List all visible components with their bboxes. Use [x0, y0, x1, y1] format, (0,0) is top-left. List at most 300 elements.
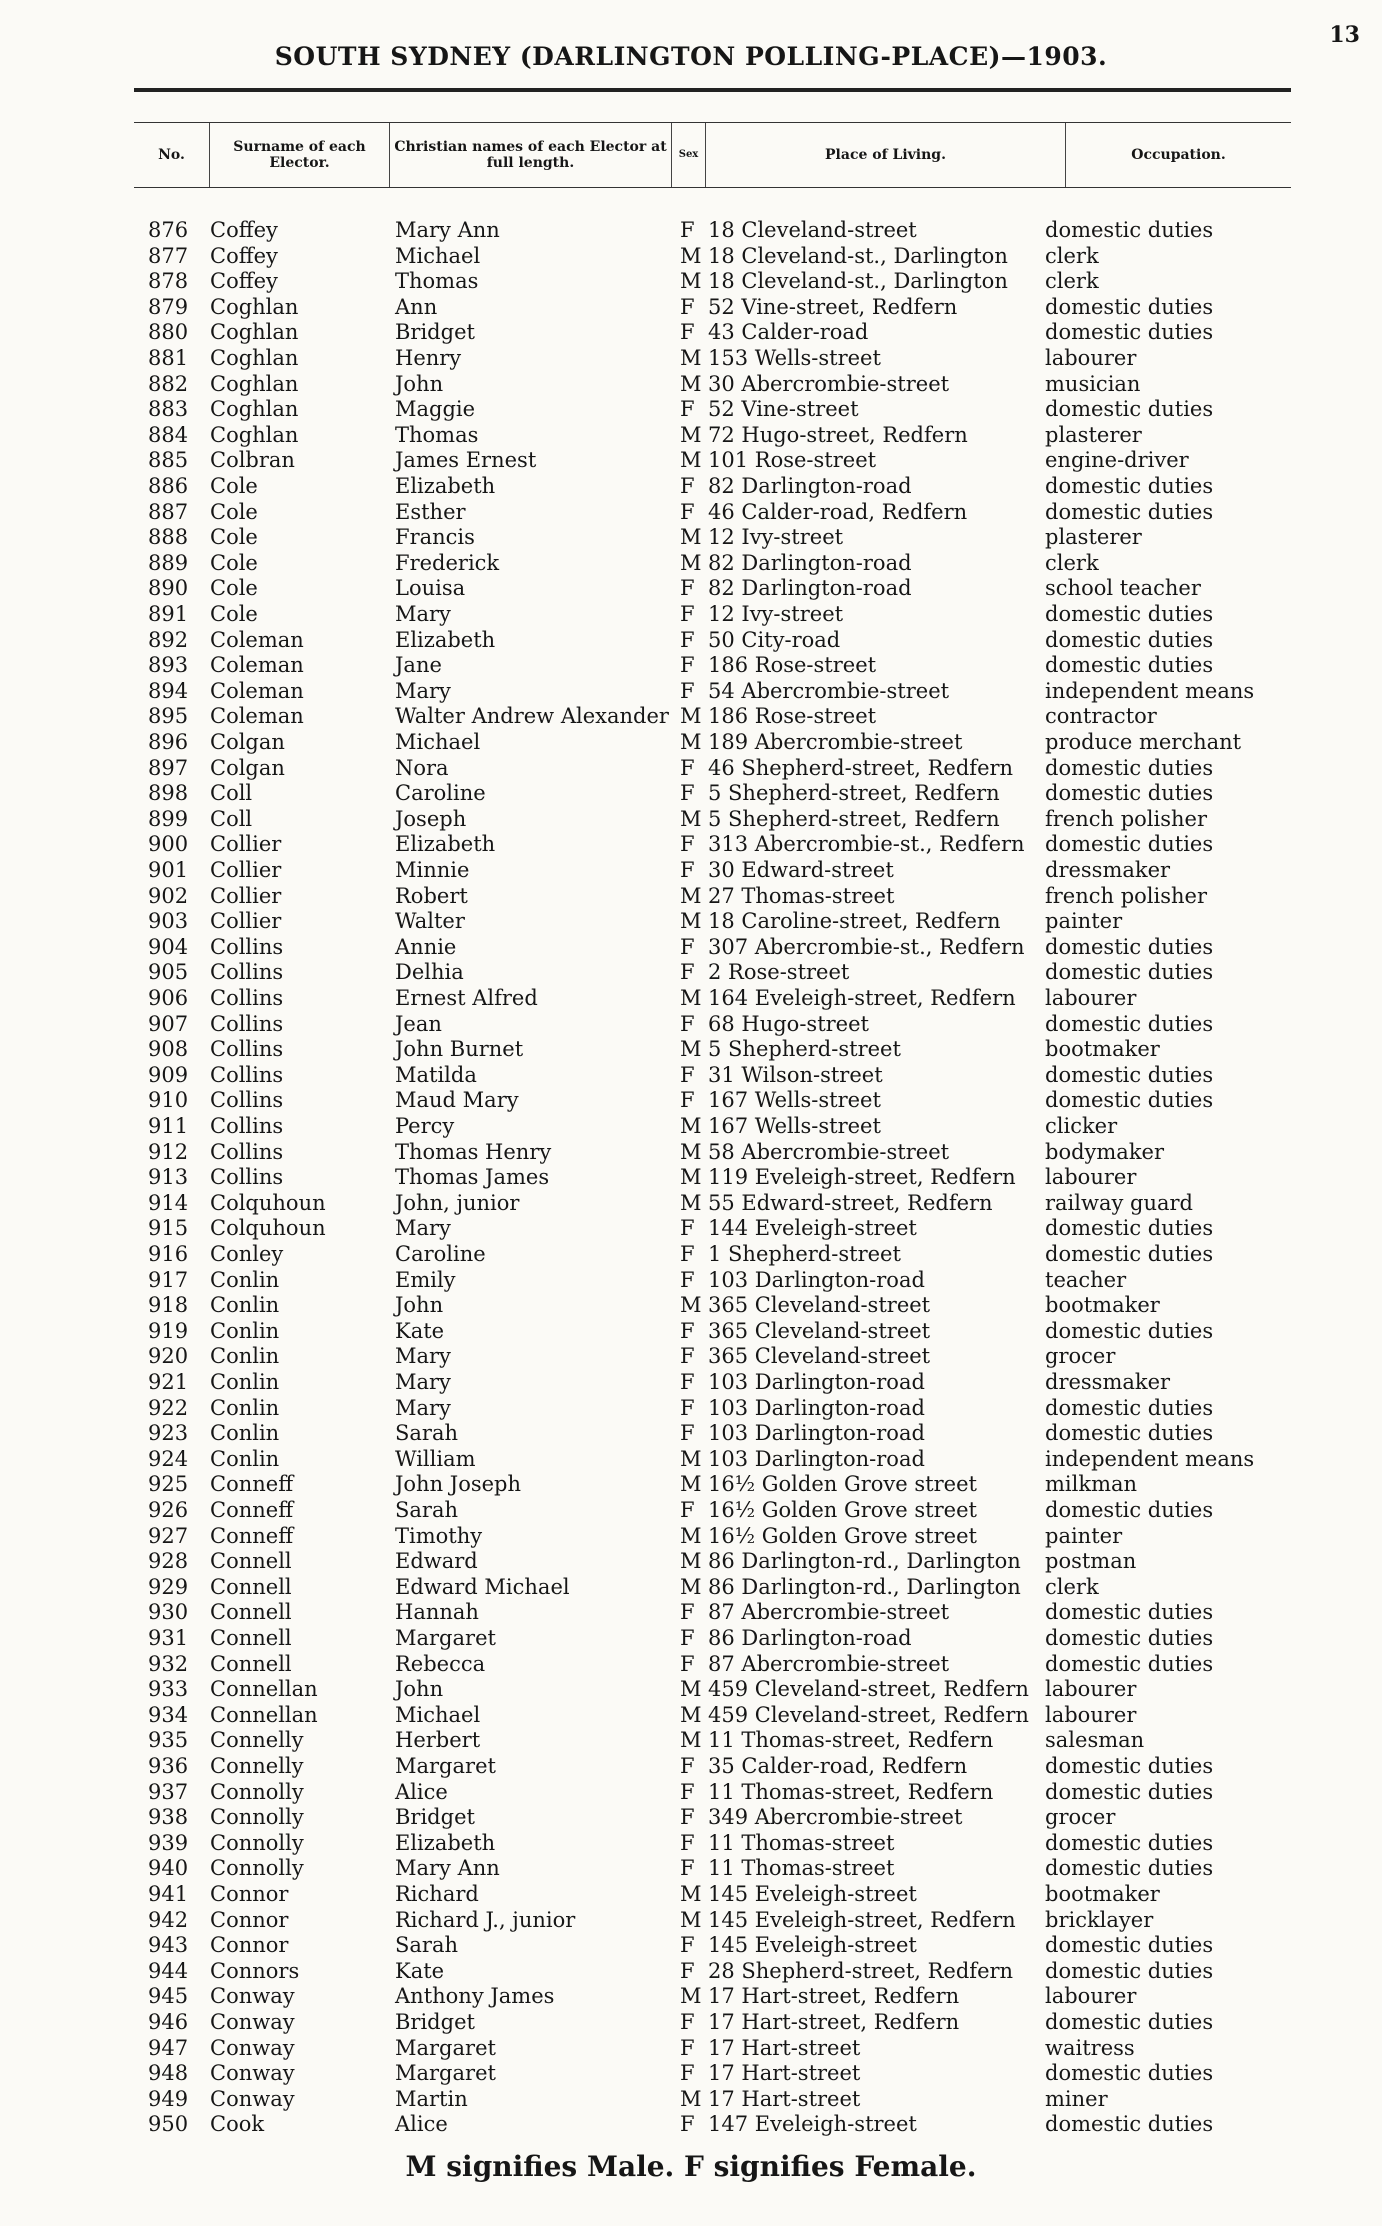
christian-names: Richard J., junior [395, 1907, 576, 1932]
christian-names: John [395, 371, 444, 396]
place-of-living: 16½ Golden Grove street [708, 1472, 977, 1497]
occupation: domestic duties [1045, 1779, 1214, 1804]
entry-number: 935 [148, 1728, 189, 1753]
surname: Coleman [210, 627, 304, 652]
christian-names: Kate [395, 1318, 445, 1343]
occupation: produce merchant [1045, 730, 1242, 754]
place-of-living: 68 Hugo-street [708, 1011, 869, 1036]
surname: Connell [210, 1549, 292, 1574]
table-row [0, 756, 1382, 781]
entry-number: 910 [148, 1088, 189, 1113]
surname: Conlin [210, 1318, 280, 1343]
christian-names: Nora [395, 755, 449, 780]
surname: Connellan [210, 1702, 318, 1727]
entry-number: 932 [148, 1651, 189, 1676]
occupation: domestic duties [1045, 653, 1214, 678]
sex: M [680, 1677, 702, 1702]
entry-number: 899 [148, 806, 189, 831]
table-row [0, 679, 1382, 704]
occupation: grocer [1045, 1805, 1116, 1830]
sex: F [680, 320, 695, 345]
christian-names: Thomas [395, 422, 479, 447]
surname: Collier [210, 909, 282, 934]
entry-number: 941 [148, 1882, 189, 1906]
table-row [0, 2036, 1382, 2061]
table-row [0, 1984, 1382, 2009]
place-of-living: 28 Shepherd-street, Redfern [708, 1958, 1014, 1983]
occupation: contractor [1045, 704, 1157, 729]
place-of-living: 87 Abercrombie-street [708, 1600, 950, 1625]
entry-number: 934 [148, 1702, 189, 1727]
occupation: domestic duties [1045, 1830, 1214, 1855]
table-row [0, 218, 1382, 243]
place-of-living: 30 Abercrombie-street [708, 371, 950, 396]
christian-names: Alice [395, 1779, 448, 1804]
entry-number: 877 [148, 243, 189, 268]
occupation: labourer [1045, 1702, 1137, 1727]
sex: F [680, 1370, 695, 1394]
sex: M [680, 346, 702, 370]
table-row [0, 1524, 1382, 1549]
occupation: painter [1045, 1523, 1123, 1548]
table-row [0, 1191, 1382, 1216]
sex-legend: M signifies Male. F signifies Female. [405, 2150, 977, 2183]
place-of-living: 119 Eveleigh-street, Redfern [708, 1165, 1016, 1190]
christian-names: Mary [395, 1216, 451, 1241]
occupation: domestic duties [1045, 602, 1214, 626]
sex: F [680, 1318, 695, 1343]
christian-names: Louisa [395, 576, 466, 601]
table-row [0, 1959, 1382, 1984]
sex: F [680, 294, 695, 319]
header-sex: Sex [672, 123, 706, 187]
sex: M [680, 2086, 702, 2111]
sex: F [680, 2061, 695, 2086]
occupation: labourer [1045, 986, 1137, 1010]
occupation: musician [1045, 371, 1141, 396]
entry-number: 885 [148, 448, 189, 473]
entry-number: 916 [148, 1242, 189, 1266]
occupation: bootmaker [1045, 1293, 1160, 1318]
occupation: domestic duties [1045, 1395, 1214, 1420]
entry-number: 880 [148, 320, 189, 345]
entry-number: 930 [148, 1600, 189, 1625]
table-row [0, 1626, 1382, 1651]
sex: M [680, 1037, 702, 1062]
place-of-living: 16½ Golden Grove street [708, 1523, 977, 1548]
christian-names: Ann [395, 294, 438, 319]
entry-number: 906 [148, 986, 189, 1010]
christian-names: Francis [395, 525, 475, 550]
table-row [0, 1831, 1382, 1856]
table-row [0, 602, 1382, 627]
occupation: plasterer [1045, 422, 1142, 447]
entry-number: 943 [148, 1933, 189, 1958]
christian-names: Jane [395, 653, 442, 678]
entry-number: 895 [148, 704, 189, 729]
table-row [0, 1319, 1382, 1344]
surname: Conley [210, 1242, 284, 1266]
occupation: domestic duties [1045, 474, 1214, 498]
surname: Colbran [210, 448, 295, 473]
table-row [0, 653, 1382, 678]
entry-number: 908 [148, 1037, 189, 1062]
christian-names: John [395, 1677, 444, 1702]
entry-number: 928 [148, 1549, 189, 1574]
occupation: domestic duties [1045, 832, 1214, 857]
occupation: domestic duties [1045, 499, 1214, 524]
sex: F [680, 576, 695, 601]
surname: Connell [210, 1574, 292, 1599]
sex: F [680, 602, 695, 626]
table-row [0, 1728, 1382, 1753]
sex: M [680, 448, 702, 473]
surname: Collier [210, 883, 282, 908]
sex: M [680, 1907, 702, 1932]
occupation: independent means [1045, 1446, 1255, 1471]
surname: Coghlan [210, 294, 299, 319]
place-of-living: 16½ Golden Grove street [708, 1498, 977, 1522]
christian-names: Percy [395, 1114, 455, 1138]
occupation: labourer [1045, 1984, 1137, 2009]
entry-number: 918 [148, 1293, 189, 1318]
entry-number: 892 [148, 627, 189, 652]
christian-names: Sarah [395, 1421, 458, 1446]
table-row [0, 525, 1382, 550]
christian-names: Rebecca [395, 1651, 486, 1676]
christian-names: Edward [395, 1549, 478, 1574]
sex: F [680, 397, 695, 422]
christian-names: Mary [395, 678, 451, 703]
christian-names: Margaret [395, 2035, 496, 2060]
surname: Conway [210, 2061, 295, 2086]
entry-number: 933 [148, 1677, 189, 1702]
christian-names: Walter Andrew Alexander [395, 704, 669, 729]
entry-number: 876 [148, 218, 189, 242]
occupation: domestic duties [1045, 1242, 1214, 1266]
surname: Conlin [210, 1267, 280, 1292]
place-of-living: 365 Cleveland-street [708, 1293, 931, 1318]
occupation: waitress [1045, 2035, 1135, 2060]
occupation: painter [1045, 909, 1123, 934]
place-of-living: 12 Ivy-street [708, 602, 844, 626]
entry-number: 922 [148, 1395, 189, 1420]
place-of-living: 5 Shepherd-street, Redfern [708, 806, 1000, 831]
christian-names: William [395, 1446, 476, 1471]
christian-names: Bridget [395, 320, 475, 345]
sex: M [680, 704, 702, 729]
christian-names: Henry [395, 346, 462, 370]
sex: F [680, 474, 695, 498]
surname: Conlin [210, 1395, 280, 1420]
christian-names: Delhia [395, 960, 464, 985]
surname: Conlin [210, 1370, 280, 1394]
surname: Collins [210, 1011, 284, 1036]
table-row [0, 1908, 1382, 1933]
entry-number: 891 [148, 602, 189, 626]
entry-number: 927 [148, 1523, 189, 1548]
place-of-living: 459 Cleveland-street, Redfern [708, 1702, 1029, 1727]
table-row [0, 423, 1382, 448]
header-christian-names: Christian names of each Elector at full length. [390, 123, 672, 187]
occupation: bodymaker [1045, 1139, 1165, 1164]
occupation: domestic duties [1045, 218, 1214, 242]
surname: Colgan [210, 730, 285, 754]
sex: F [680, 2035, 695, 2060]
place-of-living: 11 Thomas-street, Redfern [708, 1728, 994, 1753]
table-row [0, 781, 1382, 806]
occupation: independent means [1045, 678, 1255, 703]
surname: Colgan [210, 755, 285, 780]
sex: F [680, 627, 695, 652]
entry-number: 921 [148, 1370, 189, 1394]
table-row [0, 960, 1382, 985]
table-row [0, 1370, 1382, 1395]
sex: M [680, 550, 702, 575]
table-row [0, 1012, 1382, 1037]
entry-number: 883 [148, 397, 189, 422]
surname: Collins [210, 934, 284, 959]
table-row [0, 500, 1382, 525]
entry-number: 909 [148, 1062, 189, 1087]
place-of-living: 103 Darlington-road [708, 1267, 925, 1292]
occupation: milkman [1045, 1472, 1138, 1497]
christian-names: Mary [395, 602, 451, 626]
sex: F [680, 1062, 695, 1087]
place-of-living: 186 Rose-street [708, 653, 877, 678]
occupation: domestic duties [1045, 1958, 1214, 1983]
place-of-living: 11 Thomas-street [708, 1830, 895, 1855]
entry-number: 907 [148, 1011, 189, 1036]
occupation: domestic duties [1045, 934, 1214, 959]
entry-number: 879 [148, 294, 189, 319]
sex: M [680, 986, 702, 1010]
occupation: bricklayer [1045, 1907, 1154, 1932]
place-of-living: 167 Wells-street [708, 1114, 881, 1138]
christian-names: Mary [395, 1344, 451, 1369]
occupation: french polisher [1045, 806, 1208, 831]
entry-number: 940 [148, 1856, 189, 1881]
entry-number: 945 [148, 1984, 189, 2009]
sex: F [680, 1498, 695, 1522]
occupation: domestic duties [1045, 1651, 1214, 1676]
sex: M [680, 730, 702, 754]
entry-number: 890 [148, 576, 189, 601]
table-row [0, 1447, 1382, 1472]
surname: Conway [210, 2010, 295, 2034]
surname: Connolly [210, 1779, 304, 1804]
christian-names: Elizabeth [395, 832, 496, 857]
occupation: clerk [1045, 269, 1099, 294]
table-row [0, 1088, 1382, 1113]
occupation: domestic duties [1045, 755, 1214, 780]
christian-names: Esther [395, 499, 466, 524]
entry-number: 911 [148, 1114, 189, 1138]
place-of-living: 365 Cleveland-street [708, 1344, 931, 1369]
sex: M [680, 1523, 702, 1548]
christian-names: Mary [395, 1395, 451, 1420]
place-of-living: 31 Wilson-street [708, 1062, 883, 1087]
entry-number: 881 [148, 346, 189, 370]
christian-names: Mary [395, 1370, 451, 1394]
entry-number: 915 [148, 1216, 189, 1241]
entry-number: 923 [148, 1421, 189, 1446]
entry-number: 888 [148, 525, 189, 550]
table-row [0, 909, 1382, 934]
surname: Collins [210, 1114, 284, 1138]
christian-names: Caroline [395, 781, 486, 806]
entry-number: 944 [148, 1958, 189, 1983]
place-of-living: 459 Cleveland-street, Redfern [708, 1677, 1029, 1702]
sex: M [680, 1472, 702, 1497]
place-of-living: 52 Vine-street [708, 397, 859, 422]
sex: F [680, 858, 695, 882]
place-of-living: 2 Rose-street [708, 960, 850, 985]
occupation: salesman [1045, 1728, 1145, 1753]
christian-names: Sarah [395, 1933, 458, 1958]
sex: F [680, 1856, 695, 1881]
occupation: domestic duties [1045, 1421, 1214, 1446]
place-of-living: 17 Hart-street, Redfern [708, 1984, 960, 2009]
sex: M [680, 1114, 702, 1138]
christian-names: Mary Ann [395, 1856, 500, 1881]
sex: M [680, 1139, 702, 1164]
occupation: domestic duties [1045, 2112, 1214, 2137]
surname: Connolly [210, 1856, 304, 1881]
occupation: domestic duties [1045, 1011, 1214, 1036]
place-of-living: 5 Shepherd-street, Redfern [708, 781, 1000, 806]
occupation: domestic duties [1045, 1600, 1214, 1625]
entry-number: 917 [148, 1267, 189, 1292]
christian-names: Margaret [395, 1626, 496, 1650]
christian-names: Frederick [395, 550, 500, 575]
place-of-living: 17 Hart-street [708, 2086, 861, 2111]
place-of-living: 365 Cleveland-street [708, 1318, 931, 1343]
surname: Collins [210, 1062, 284, 1087]
place-of-living: 43 Calder-road [708, 320, 869, 345]
place-of-living: 17 Hart-street [708, 2035, 861, 2060]
table-row [0, 2061, 1382, 2086]
entry-number: 905 [148, 960, 189, 985]
sex: F [680, 755, 695, 780]
surname: Cole [210, 576, 258, 601]
table-row [0, 397, 1382, 422]
entry-number: 897 [148, 755, 189, 780]
table-row [0, 244, 1382, 269]
christian-names: Thomas James [395, 1165, 550, 1190]
sex: M [680, 1446, 702, 1471]
entry-number: 878 [148, 269, 189, 294]
table-row [0, 1037, 1382, 1062]
occupation: engine-driver [1045, 448, 1189, 473]
christian-names: Hannah [395, 1600, 479, 1625]
christian-names: Maud Mary [395, 1088, 519, 1113]
christian-names: John Burnet [395, 1037, 524, 1062]
surname: Collins [210, 1139, 284, 1164]
table-row [0, 935, 1382, 960]
table-row [0, 320, 1382, 345]
entry-number: 913 [148, 1165, 189, 1190]
occupation: clerk [1045, 243, 1099, 268]
place-of-living: 86 Darlington-rd., Darlington [708, 1574, 1021, 1599]
place-of-living: 145 Eveleigh-street [708, 1933, 917, 1958]
table-row [0, 372, 1382, 397]
place-of-living: 103 Darlington-road [708, 1446, 925, 1471]
place-of-living: 153 Wells-street [708, 346, 881, 370]
entry-number: 903 [148, 909, 189, 934]
surname: Connor [210, 1882, 289, 1906]
place-of-living: 103 Darlington-road [708, 1421, 925, 1446]
place-of-living: 46 Shepherd-street, Redfern [708, 755, 1014, 780]
occupation: grocer [1045, 1344, 1116, 1369]
surname: Cole [210, 525, 258, 550]
christian-names: Elizabeth [395, 1830, 496, 1855]
table-row [0, 1472, 1382, 1497]
occupation: domestic duties [1045, 1088, 1214, 1113]
occupation: domestic duties [1045, 2010, 1214, 2034]
place-of-living: 18 Cleveland-street [708, 218, 917, 242]
header-place-of-living: Place of Living. [706, 123, 1066, 187]
occupation: domestic duties [1045, 1216, 1214, 1241]
entry-number: 926 [148, 1498, 189, 1522]
surname: Cole [210, 550, 258, 575]
entry-number: 919 [148, 1318, 189, 1343]
table-row [0, 986, 1382, 1011]
table-row [0, 1268, 1382, 1293]
electoral-roll-table [0, 218, 1382, 2138]
header-no: No. [134, 123, 210, 187]
christian-names: Michael [395, 1702, 481, 1727]
entry-number: 884 [148, 422, 189, 447]
surname: Conlin [210, 1446, 280, 1471]
surname: Coffey [210, 269, 278, 294]
place-of-living: 86 Darlington-rd., Darlington [708, 1549, 1021, 1574]
entry-number: 882 [148, 371, 189, 396]
surname: Conlin [210, 1293, 280, 1318]
place-of-living: 82 Darlington-road [708, 474, 912, 498]
entry-number: 929 [148, 1574, 189, 1599]
sex: F [680, 1651, 695, 1676]
christian-names: Timothy [395, 1523, 483, 1548]
place-of-living: 144 Eveleigh-street [708, 1216, 917, 1241]
sex: F [680, 1267, 695, 1292]
sex: F [680, 960, 695, 985]
christian-names: Martin [395, 2086, 468, 2111]
entry-number: 931 [148, 1626, 189, 1650]
table-row [0, 1421, 1382, 1446]
surname: Coleman [210, 653, 304, 678]
christian-names: Herbert [395, 1728, 481, 1753]
place-of-living: 27 Thomas-street [708, 883, 895, 908]
header-surname: Surname of each Elector. [210, 123, 390, 187]
place-of-living: 103 Darlington-road [708, 1370, 925, 1394]
entry-number: 896 [148, 730, 189, 754]
table-row [0, 1293, 1382, 1318]
sex: F [680, 832, 695, 857]
christian-names: Maggie [395, 397, 476, 422]
entry-number: 939 [148, 1830, 189, 1855]
occupation: domestic duties [1045, 1754, 1214, 1778]
christian-names: Elizabeth [395, 627, 496, 652]
sex: F [680, 1830, 695, 1855]
surname: Connolly [210, 1805, 304, 1830]
surname: Colquhoun [210, 1190, 326, 1215]
place-of-living: 87 Abercrombie-street [708, 1651, 950, 1676]
christian-names: John [395, 1293, 444, 1318]
sex: M [680, 883, 702, 908]
christian-names: Edward Michael [395, 1574, 570, 1599]
place-of-living: 11 Thomas-street [708, 1856, 895, 1881]
